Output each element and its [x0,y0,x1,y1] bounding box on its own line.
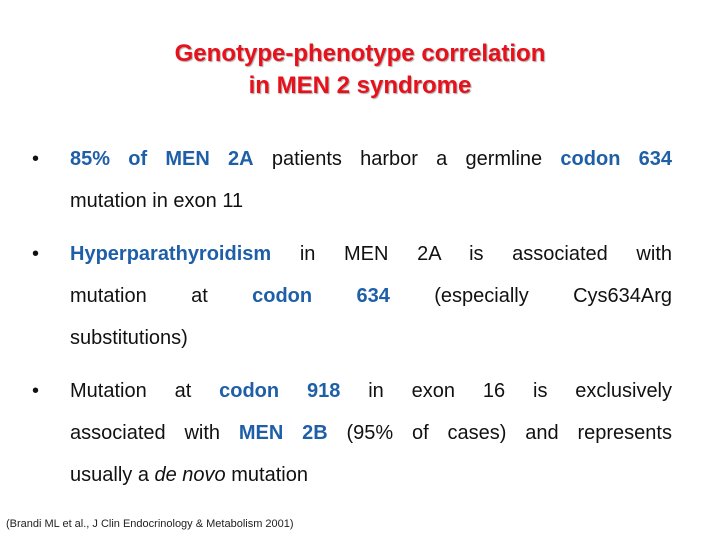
bullet-3-line-3 [70,454,672,496]
text: at [191,285,208,307]
text: usually a [70,464,149,486]
text: (95% of cases) and represents [346,422,672,444]
bullet-3-line-2 [70,412,672,454]
highlight-codon-634: codon 634 [560,148,673,170]
bullet-item-2 [32,233,672,359]
bullet-item-3 [32,370,672,496]
bullet-1-line-2: mutation in exon 11 [70,190,244,212]
text: mutation [70,285,147,307]
highlight-hyperparathyroidism: Hyperparathyroidism [70,243,272,265]
bullet-item-1 [32,138,672,222]
bullet-2-line-1 [70,233,672,275]
text: patients harbor a germline [271,148,543,170]
slide-title [0,38,720,102]
slide-title-line-1: Genotype-phenotype correlation [174,40,546,67]
text: associated with [70,422,221,444]
highlight-codon-918: codon 918 [219,380,341,402]
highlight-men2a: 85% of MEN 2A [70,148,254,170]
bullet-1-line-1 [70,138,672,180]
text: in MEN 2A is associated with [299,243,672,265]
slide-title-line-2: in MEN 2 syndrome [248,72,472,99]
bullet-2-line-2 [70,275,672,317]
bullet-marker-icon: • [32,243,40,265]
bullet-marker-icon: • [32,148,40,170]
text: mutation [231,464,308,486]
highlight-men2b: MEN 2B [238,422,328,444]
bullet-2-line-3: substitutions) [70,327,188,349]
text: (especially [434,285,529,307]
text: in exon 16 is exclusively [368,380,673,402]
reference-citation: (Brandi ML et al., J Clin Endocrinology & Metabolism 2001) [6,518,294,530]
bullet-list [32,138,672,507]
bullet-3-line-1 [70,370,672,412]
highlight-codon: codon [252,285,313,307]
bullet-marker-icon: • [32,380,40,402]
italic-de-novo: de novo [154,464,226,486]
highlight-634: 634 [356,285,390,307]
text: Cys634Arg [573,285,672,307]
text: Mutation at [70,380,192,402]
